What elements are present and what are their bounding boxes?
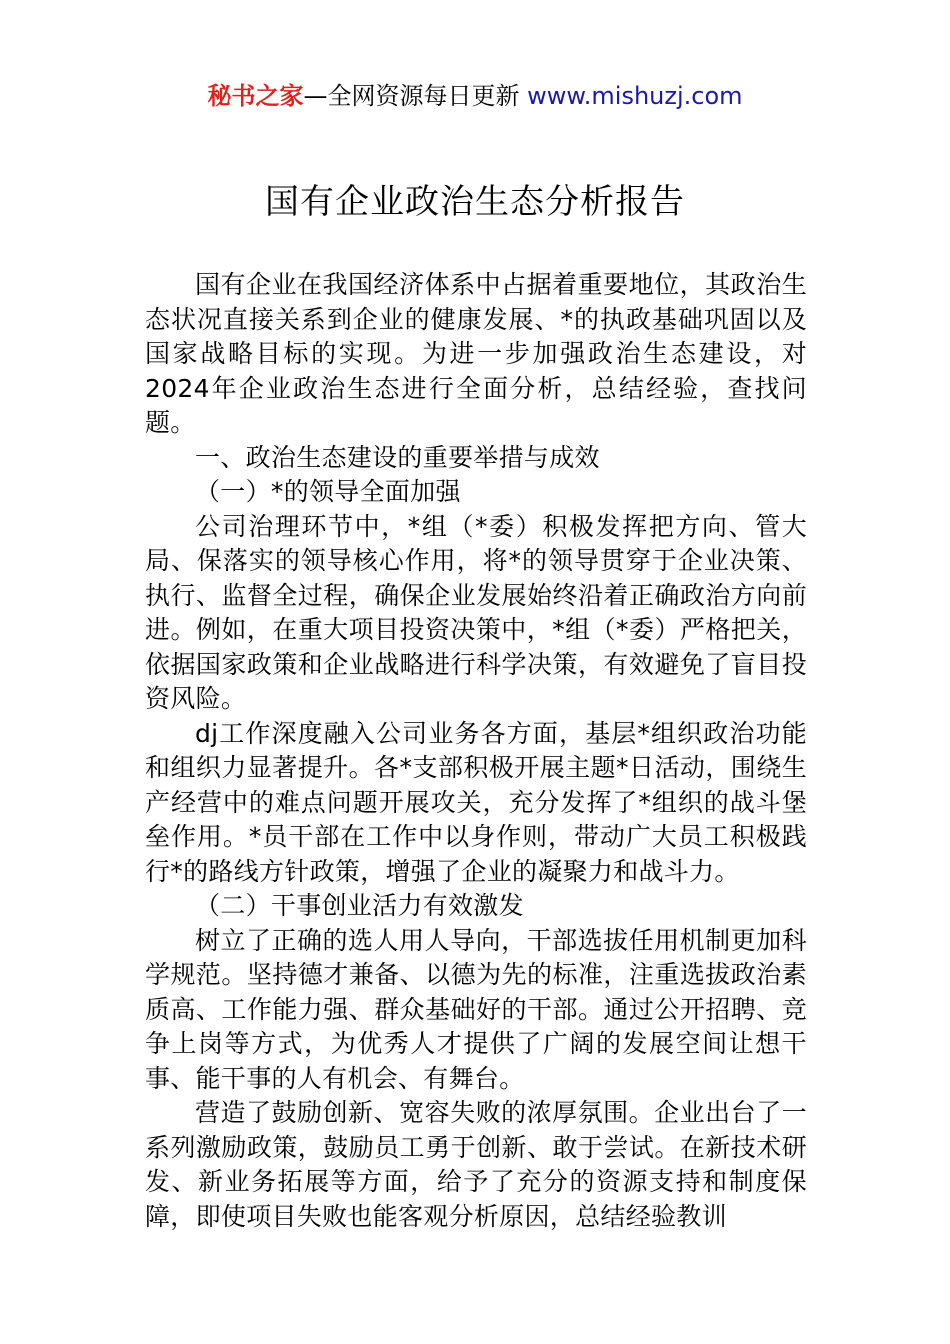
body-paragraph: 公司治理环节中，*组（*委）积极发挥把方向、管大局、保落实的领导核心作用，将*的领导贯穿于企业决策、执行、监督全过程，确保企业发展始终沿着正确政治方向前进。例如，在重大项目投资决策中，*组（*委）严格把关，依据国家政策和企业战略进行科学决策，有效避免了盲目投资风险。 [145,511,807,713]
document-title: 国有企业政治生态分析报告 [265,182,685,222]
body-paragraph: 树立了正确的选人用人导向，干部选拔任用机制更加科学规范。坚持德才兼备、以德为先的标准，注重选拔政治素质高、工作能力强、群众基础好的干部。通过公开招聘、竞争上岗等方式，为优秀人才提供了广阔的发展空间让想干事、能干事的人有机会、有舞台。 [145,925,807,1093]
brand-name: 秘书之家 [207,82,304,110]
body-paragraph: dj工作深度融入公司业务各方面，基层*组织政治功能和组织力显著提升。各*支部积极开展主题*日活动，围绕生产经营中的难点问题开展攻关，充分发挥了*组织的战斗堡垒作用。*员干部在工作中以身作则，带动广大员工积极践行*的路线方针政策，增强了企业的凝聚力和战斗力。 [145,718,807,886]
section-heading-1: 一、政治生态建设的重要举措与成效 [195,442,600,472]
site-banner [0,80,950,112]
subsection-heading-1: （一）*的领导全面加强 [195,477,461,506]
site-url: www.mishuzj.com [527,82,743,110]
intro-paragraph: 国有企业在我国经济体系中占据着重要地位，其政治生态状况直接关系到企业的健康发展、*的执政基础巩固以及国家战略目标的实现。为进一步加强政治生态建设，对2024年企业政治生态进行全面分析，总结经验，查找问题。 [145,270,807,437]
body-paragraph: 营造了鼓励创新、宽容失败的浓厚氛围。企业出台了一系列激励政策，鼓励员工勇于创新、敢于尝试。在新技术研发、新业务拓展等方面，给予了充分的资源支持和制度保障，即使项目失败也能客观分析原因，总结经验教训 [145,1098,807,1231]
document-body [145,268,807,1234]
banner-tagline: —全网资源每日更新 [303,82,528,110]
subsection-heading-2: （二）干事创业活力有效激发 [195,891,524,920]
